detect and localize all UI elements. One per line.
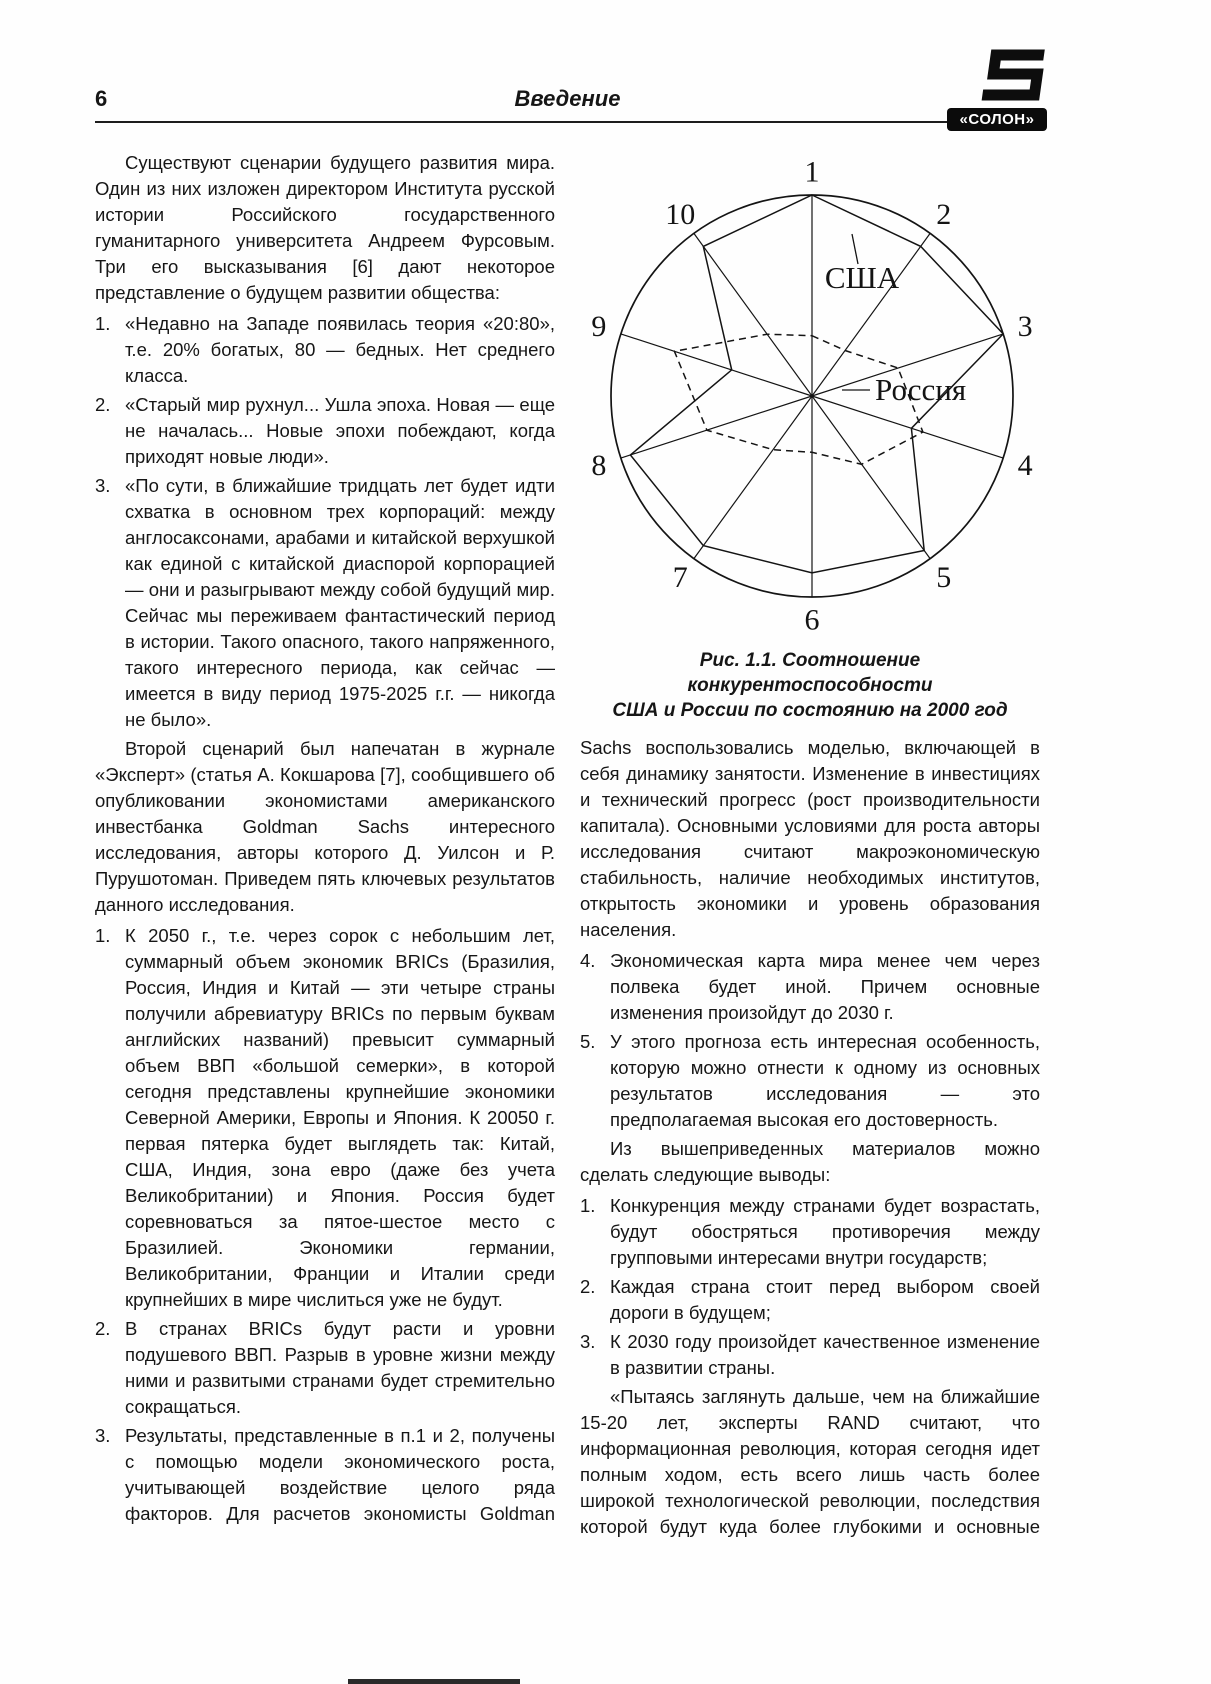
publisher-s-icon xyxy=(949,48,1045,106)
list-text: «По сути, в ближайшие тридцать лет будет идти схватка в основном трех корпораций: между англосаксонами, арабами и китайской верхушкой как единой с китайской диаспорой корпорацией — они и разыгрывают между собой будущий мир. Сейчас мы переживаем фантастический период в истории. Такого опасного, такого напряженного, такого интересного периода, как сейчас — имеется в виду период 1975-2025 г.г. — никогда не было». xyxy=(125,475,555,730)
axis-label: 4 xyxy=(1017,448,1033,482)
list-text: В странах BRICs будут расти и уровни подушевого ВВП. Разрыв в уровне жизни между ними и развитыми странами будет стремительно сокращаться. xyxy=(125,1318,555,1417)
series-label-russia: Россия xyxy=(875,372,967,407)
paragraph-rand-quote: «Пытаясь заглянуть дальше, чем на ближайшие 15-20 лет, эксперты RAND считают, что информационная революция, которая сегодня идет полным ходом, есть всего лишь часть более широкой технологической революции, последствия которой будут куда более глубокими и основные xyxy=(580,1386,1040,1537)
list-item xyxy=(95,311,555,389)
paragraph-conclusions-intro: Из вышеприведенных материалов можно сделать следующие выводы: xyxy=(580,1138,1040,1185)
list-item xyxy=(580,1274,1040,1326)
axis-label: 10 xyxy=(665,198,696,232)
radar-spoke xyxy=(812,396,930,559)
list-number: 4. xyxy=(580,950,596,971)
paragraph-sachs-continuation: Sachs воспользовались моделью, включающей в себя динамику занятости. Изменение в инвестициях и технический прогресс (рост производительности капитала). Основными условиями для роста авторы исследования считают макроэкономическую стабильность, наличие необходимых институтов, открытость экономики и уровень образования населения. xyxy=(580,737,1040,940)
figure-caption-line1: Рис. 1.1. Соотношение конкурентоспособности xyxy=(687,650,933,696)
publisher-logo xyxy=(947,48,1047,131)
list-text: Результаты, представленные в п.1 и 2, получены с помощью модели экономического роста, учитывающей воздействие целого ряда факторов. Для расчетов экономисты Goldman xyxy=(125,1425,555,1524)
list-item xyxy=(580,1193,1040,1271)
list-item xyxy=(95,1316,555,1420)
list-text: «Недавно на Западе появилась теория «20:80», т.е. 20% богатых, 80 — бедных. Нет среднего класса. xyxy=(125,313,555,386)
axis-label: 6 xyxy=(804,603,820,637)
publisher-name: «СОЛОН» xyxy=(947,108,1047,131)
list-number: 3. xyxy=(580,1331,596,1352)
list-item xyxy=(580,948,1040,1026)
axis-label: 9 xyxy=(591,310,607,344)
axis-label: 5 xyxy=(936,560,952,594)
paragraph-intro: Существуют сценарии будущего развития мира. Один из них изложен директором Института русской истории Российского государственного гуманитарного университета Андреем Фурсовым. Три его высказывания [6] дают некоторое представление о будущем развитии общества: xyxy=(95,152,555,303)
list-item xyxy=(580,1329,1040,1381)
right-column xyxy=(580,150,1040,1545)
left-column xyxy=(95,150,555,1545)
list-number: 1. xyxy=(95,925,111,946)
next-page-edge xyxy=(348,1679,520,1684)
paragraph-second-scenario: Второй сценарий был напечатан в журнале «Эксперт» (статья А. Кокшарова [7], сообщившего об опубликовании экономистами американского инвестбанка Goldman Sachs интересного исследования, авторы которого Д. Уилсон и Р. Пурушотоман. Приведем пять ключевых результатов данного исследования. xyxy=(95,738,555,915)
list-number: 2. xyxy=(580,1276,596,1297)
list-text: Каждая страна стоит перед выбором своей дороги в будущем; xyxy=(610,1276,1040,1323)
radar-spoke xyxy=(694,396,812,559)
list-number: 2. xyxy=(95,1318,111,1339)
list-text: К 2050 г., т.е. через сорок с небольшим лет, суммарный объем экономик BRICs (Бразилия, Россия, Индия и Китай — эти четыре страны получили абревиатуру BRICs по первым буквам английских названий) превысит суммарный объем ВВП «большой семерки», в которой сегодня представлены крупнейшие экономики Северной Америки, Европы и Япония. К 20050 г. первая пятерка будет выглядеть так: Китай, США, Индия, зона евро (даже без учета Великобритании) и Япония. Россия будет соревноваться за пятое-шестое место с Бразилией. Экономики германии, Великобритании, Франции и Италии среди крупнейших в мире числиться уже не будут. xyxy=(125,925,555,1310)
series-label-usa: США xyxy=(824,260,900,295)
list-number: 3. xyxy=(95,1425,111,1446)
header-divider xyxy=(95,121,1040,123)
page-header xyxy=(95,86,1040,114)
list-number: 5. xyxy=(580,1031,596,1052)
list-number: 1. xyxy=(95,313,111,334)
list-text: К 2030 году произойдет качественное изменение в развитии страны. xyxy=(610,1331,1040,1378)
list-item xyxy=(95,392,555,470)
radar-chart xyxy=(580,150,1040,642)
axis-label: 1 xyxy=(804,155,820,189)
figure-caption xyxy=(580,648,1040,723)
list-text: У этого прогноза есть интересная особенность, которую можно отнести к одному из основных результатов исследования — это предполагаемая высокая его достоверность. xyxy=(610,1031,1040,1130)
radar-spoke xyxy=(694,233,812,396)
header-title: Введение xyxy=(514,86,621,111)
axis-label: 8 xyxy=(591,448,607,482)
list-text: Конкуренция между странами будет возрастать, будут обостряться противоречия между групповыми интересами внутри государств; xyxy=(610,1195,1040,1268)
page-content xyxy=(95,150,1040,1545)
list-number: 3. xyxy=(95,475,111,496)
list-item xyxy=(95,1423,555,1527)
list-text: Экономическая карта мира менее чем через полвека будет иной. Причем основные изменения произойдут до 2030 г. xyxy=(610,950,1040,1023)
list-item xyxy=(95,923,555,1313)
list-item xyxy=(95,473,555,733)
list-item xyxy=(580,1029,1040,1133)
list-number: 2. xyxy=(95,394,111,415)
list-text: «Старый мир рухнул... Ушла эпоха. Новая — еще не началась... Новые эпохи побеждают, когда приходят новые люди». xyxy=(125,394,555,467)
figure-caption-line2: США и России по состоянию на 2000 год xyxy=(612,700,1008,721)
axis-label: 7 xyxy=(672,560,688,594)
list-number: 1. xyxy=(580,1195,596,1216)
page-number: 6 xyxy=(95,86,108,111)
figure-1-1 xyxy=(580,150,1040,723)
axis-label: 3 xyxy=(1017,310,1033,344)
axis-label: 2 xyxy=(936,198,952,232)
radar-spoke xyxy=(621,396,812,458)
